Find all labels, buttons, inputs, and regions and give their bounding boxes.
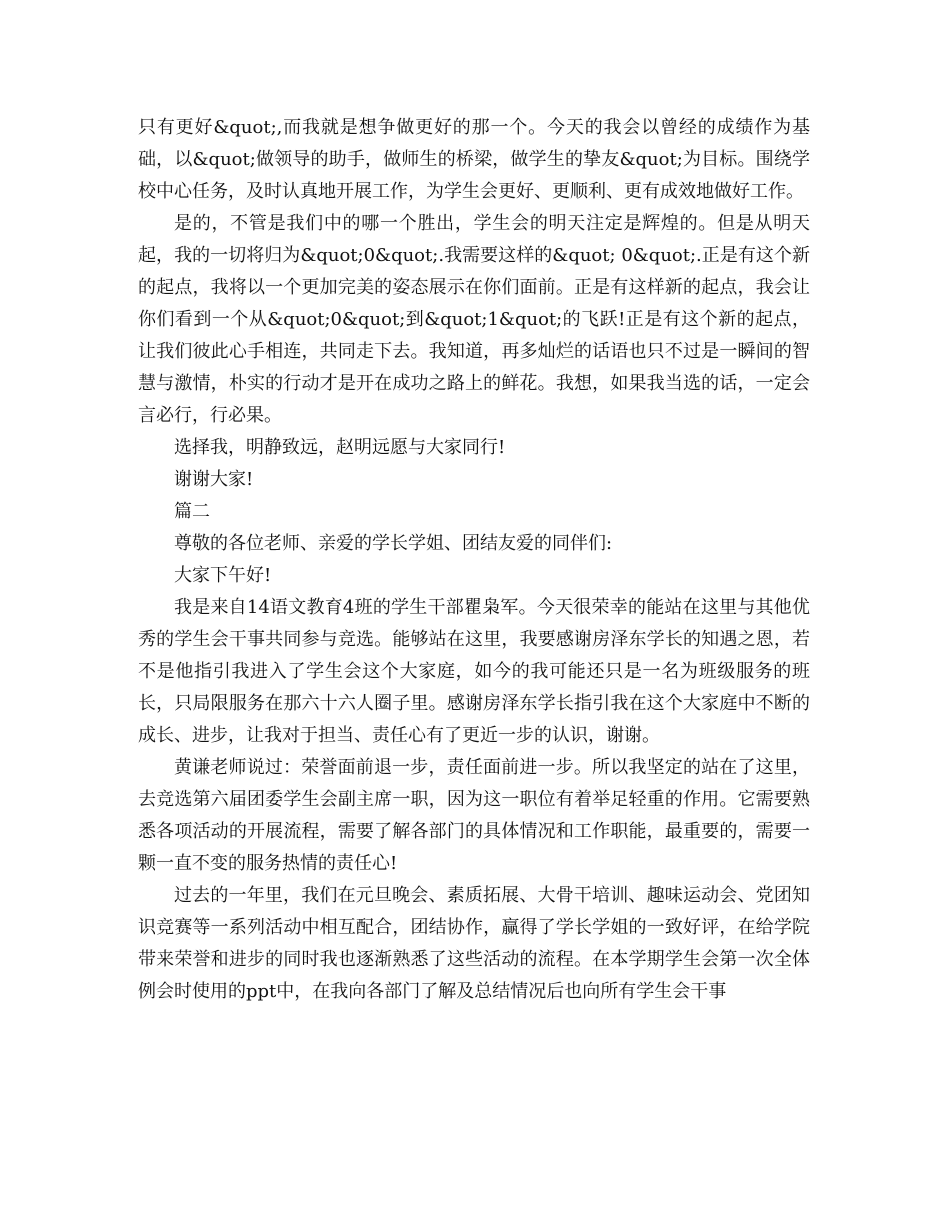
paragraph-10: 过去的一年里，我们在元旦晚会、素质拓展、大骨干培训、趣味运动会、党团知识竞赛等一系列活动中相互配合，团结协作，赢得了学长学姐的一致好评，在给学院带来荣誉和进步的同时我也逐渐熟悉了这些活动的流程。在本学期学生会第一次全体例会时使用的ppt中，在我向各部门了解及总结情况后也向所有学生会干事 (138, 885, 810, 1002)
greeting: 大家下午好! (174, 565, 272, 586)
paragraph-4: 谢谢大家! (174, 469, 254, 490)
salutation: 尊敬的各位老师、亲爱的学长学姐、团结友爱的同伴们: (174, 533, 613, 554)
paragraph-2: 是的，不管是我们中的哪一个胜出，学生会的明天注定是辉煌的。但是从明天起，我的一切将归为&quot;0&quot;.我需要这样的&quot; 0&quot;.正是有这个新的起点，我将以一个更加完美的姿态展示在你们面前。正是有这样新的起点，我会让你们看到一个从&quot;0&quot;到&quot;1&quot;的飞跃!正是有这个新的起点，让我们彼此心手相连，共同走下去。我知道，再多灿烂的话语也只不过是一瞬间的智慧与激情，朴实的行动才是开在成功之路上的鲜花。我想，如果我当选的话，一定会言必行，行必果。 (138, 213, 810, 426)
section-heading: 篇二 (174, 501, 210, 522)
paragraph-3: 选择我，明静致远，赵明远愿与大家同行! (174, 437, 506, 458)
paragraph-1: 只有更好&quot;,而我就是想争做更好的那一个。今天的我会以曾经的成绩作为基础，以&quot;做领导的助手，做师生的桥梁，做学生的挚友&quot;为目标。围绕学校中心任务，及时认真地开展工作，为学生会更好、更顺利、更有成效地做好工作。 (138, 117, 810, 202)
document-page (138, 112, 810, 1008)
paragraph-8: 我是来自14语文教育4班的学生干部瞿枭军。今天很荣幸的能站在这里与其他优秀的学生会干事共同参与竞选。能够站在这里，我要感谢房泽东学长的知遇之恩，若不是他指引我进入了学生会这个大家庭，如今的我可能还只是一名为班级服务的班长，只局限服务在那六十六人圈子里。感谢房泽东学长指引我在这个大家庭中不断的成长、进步，让我对于担当、责任心有了更近一步的认识，谢谢。 (138, 597, 810, 746)
paragraph-9: 黄谦老师说过：荣誉面前退一步，责任面前进一步。所以我坚定的站在了这里，去竞选第六届团委学生会副主席一职，因为这一职位有着举足轻重的作用。它需要熟悉各项活动的开展流程，需要了解各部门的具体情况和工作职能，最重要的，需要一颗一直不变的服务热情的责任心! (138, 757, 810, 874)
